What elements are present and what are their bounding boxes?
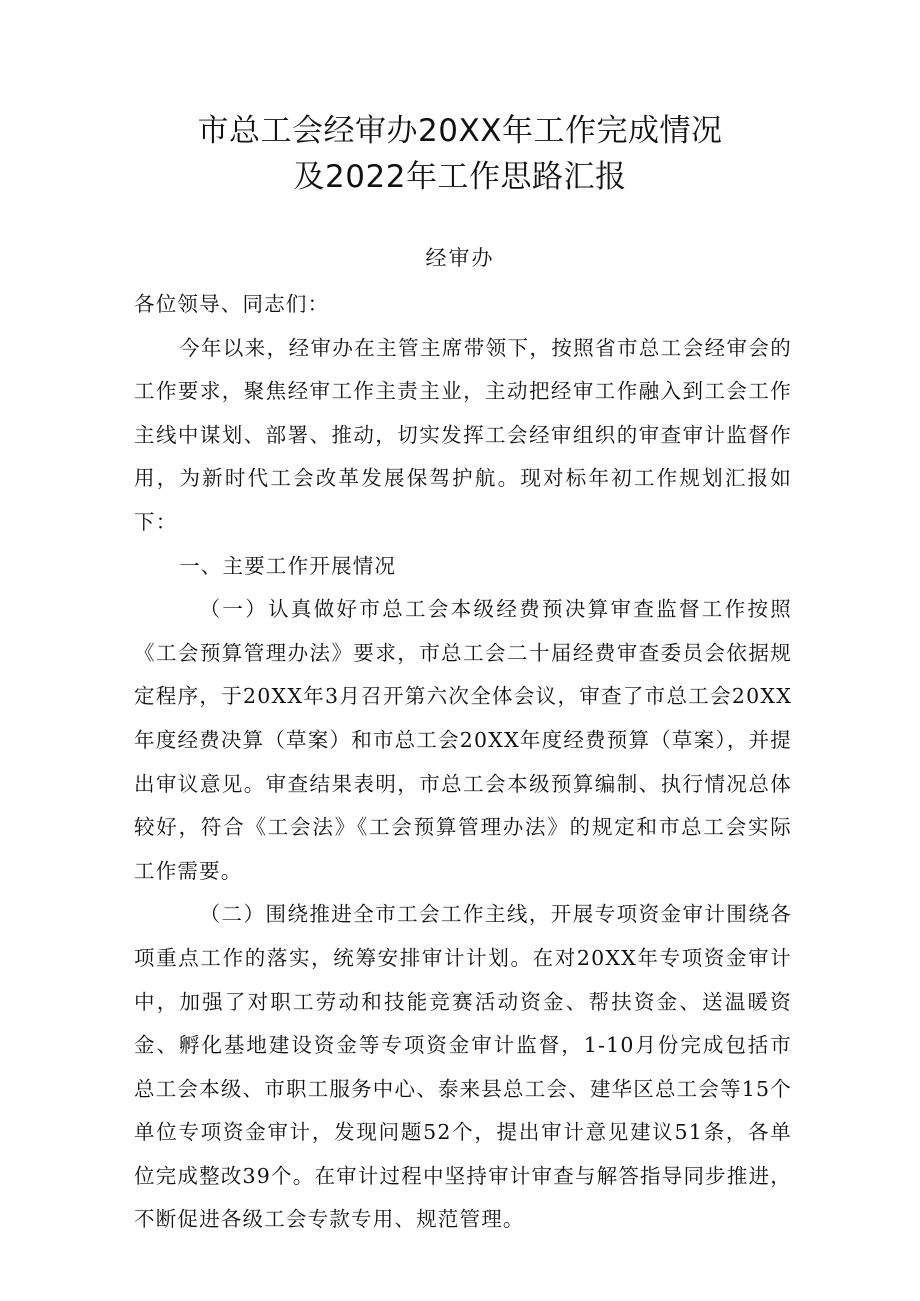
salutation: 各位领导、同志们： (134, 292, 330, 316)
paragraph-subsection-2: （二）围绕推进全市工会工作主线，开展专项资金审计围绕各项重点工作的落实，统筹安排审计计划。在对20XX年专项资金审计中，加强了对职工劳动和技能竞赛活动资金、帮扶资金、送温暖资金、孵化基地建设资金等专项资金审计监督，1-10月份完成包括市总工会本级、市职工服务中心、泰来县总工会、建华区总工会等15个单位专项资金审计，发现问题52个，提出审计意见建议51条，各单位完成整改39个。在审计过程中坚持审计审查与解答指导同步推进，不断促进各级工会专款专用、规范管理。 (134, 902, 792, 1232)
document-body (134, 283, 792, 1242)
paragraph-subsection-1: （一）认真做好市总工会本级经费预决算审查监督工作按照《工会预算管理办法》要求，市总工会二十届经费审查委员会依据规定程序，于20XX年3月召开第六次全体会议，审查了市总工会20XX年度经费决算（草案）和市总工会20XX年度经费预算（草案），并提出审议意见。审查结果表明，市总工会本级预算编制、执行情况总体较好，符合《工会法》《工会预算管理办法》的规定和市总工会实际工作需要。 (134, 597, 792, 883)
document-title-line-2: 及2022年工作思路汇报 (293, 159, 627, 195)
document-title-line-1: 市总工会经审办20XX年工作完成情况 (197, 113, 723, 149)
document-author: 经审办 (425, 246, 495, 270)
section-heading-1: 一、主要工作开展情况 (179, 553, 397, 578)
paragraph-intro: 今年以来，经审办在主管主席带领下，按照省市总工会经审会的工作要求，聚焦经审工作主责主业，主动把经审工作融入到工会工作主线中谋划、部署、推动，切实发挥工会经审组织的审查审计监督作用，为新时代工会改革发展保驾护航。现对标年初工作规划汇报如下： (134, 335, 792, 534)
